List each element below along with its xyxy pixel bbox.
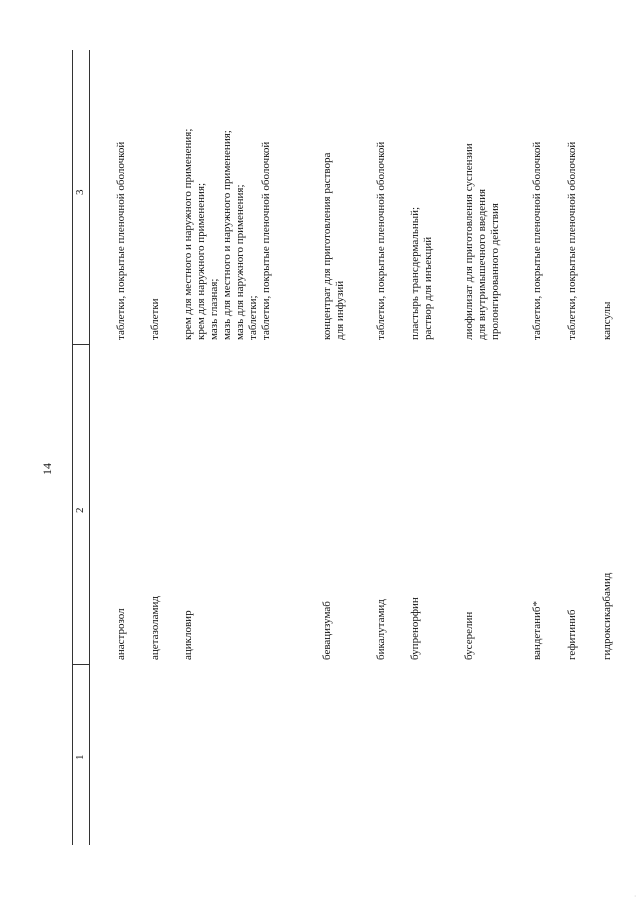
dosage-form-line: крем для местного и наружного применения; [182,128,194,340]
column-number-1: 1 [74,754,86,760]
table-cell-drug-name: гидроксикарбамид [601,572,613,660]
dosage-form-line: таблетки, покрытые пленочной оболочкой [566,141,578,340]
dosage-form-line: капсулы [601,301,613,340]
table-cell-dosage-forms [115,142,128,340]
table-cell-drug-name: ацикловир [182,610,194,660]
table-top-border [72,50,73,845]
table-cell-drug-name: анастрозол [115,608,127,660]
dosage-form-line: таблетки; [247,295,259,340]
dosage-form-line: крем для наружного применения; [195,182,207,340]
table-cell-dosage-forms [409,207,435,340]
table-cell-dosage-forms [463,143,502,340]
column-divider-2 [72,344,89,345]
dosage-form-line: пролонгированного действия [489,203,501,340]
dosage-form-line: мазь для местного и наружного применения; [221,130,233,340]
table-cell-dosage-forms [149,298,162,340]
dosage-form-line: концентрат для приготовления раствора [321,152,333,340]
table-cell-dosage-forms [321,153,347,340]
column-divider-1 [72,664,89,665]
dosage-form-line: таблетки, покрытые пленочной оболочкой [531,141,543,340]
table-cell-drug-name: бевацизумаб [321,601,333,660]
margin-mark: · [633,895,639,897]
table-cell-drug-name: бупренорфин [409,597,421,660]
dosage-form-line: для инфузий [334,280,346,340]
dosage-form-line: для внутримышечного введения [476,188,488,340]
table-cell-drug-name: вандетаниб* [531,601,543,660]
dosage-form-line: таблетки, покрытые пленочной оболочкой [375,141,387,340]
dosage-form-line: лиофилизат для приготовления суспензии [463,143,475,340]
dosage-form-line: раствор для инъекций [422,236,434,340]
table-cell-drug-name: ацетазоламид [149,596,161,660]
table-cell-dosage-forms [531,142,544,340]
table-cell-dosage-forms [375,142,388,340]
dosage-form-line: таблетки, покрытые пленочной оболочкой [260,141,272,340]
table-cell-dosage-forms [182,129,273,340]
table-cell-drug-name: бусерелин [463,611,475,660]
table-cell-drug-name: бикалутамид [375,599,387,660]
table-cell-dosage-forms [566,142,579,340]
dosage-form-line: мазь глазная; [208,278,220,340]
header-row-border [89,50,90,845]
dosage-form-line: таблетки [149,298,161,340]
dosage-form-line: таблетки, покрытые пленочной оболочкой [115,141,127,340]
dosage-form-line: пластырь трансдермальный; [409,206,421,340]
column-number-3: 3 [74,189,86,195]
page-number: 14 [40,463,54,475]
dosage-form-line: мазь для наружного применения; [234,184,246,340]
table-cell-dosage-forms [601,302,614,340]
column-number-2: 2 [74,507,86,513]
table-cell-drug-name: гефитиниб [566,609,578,660]
